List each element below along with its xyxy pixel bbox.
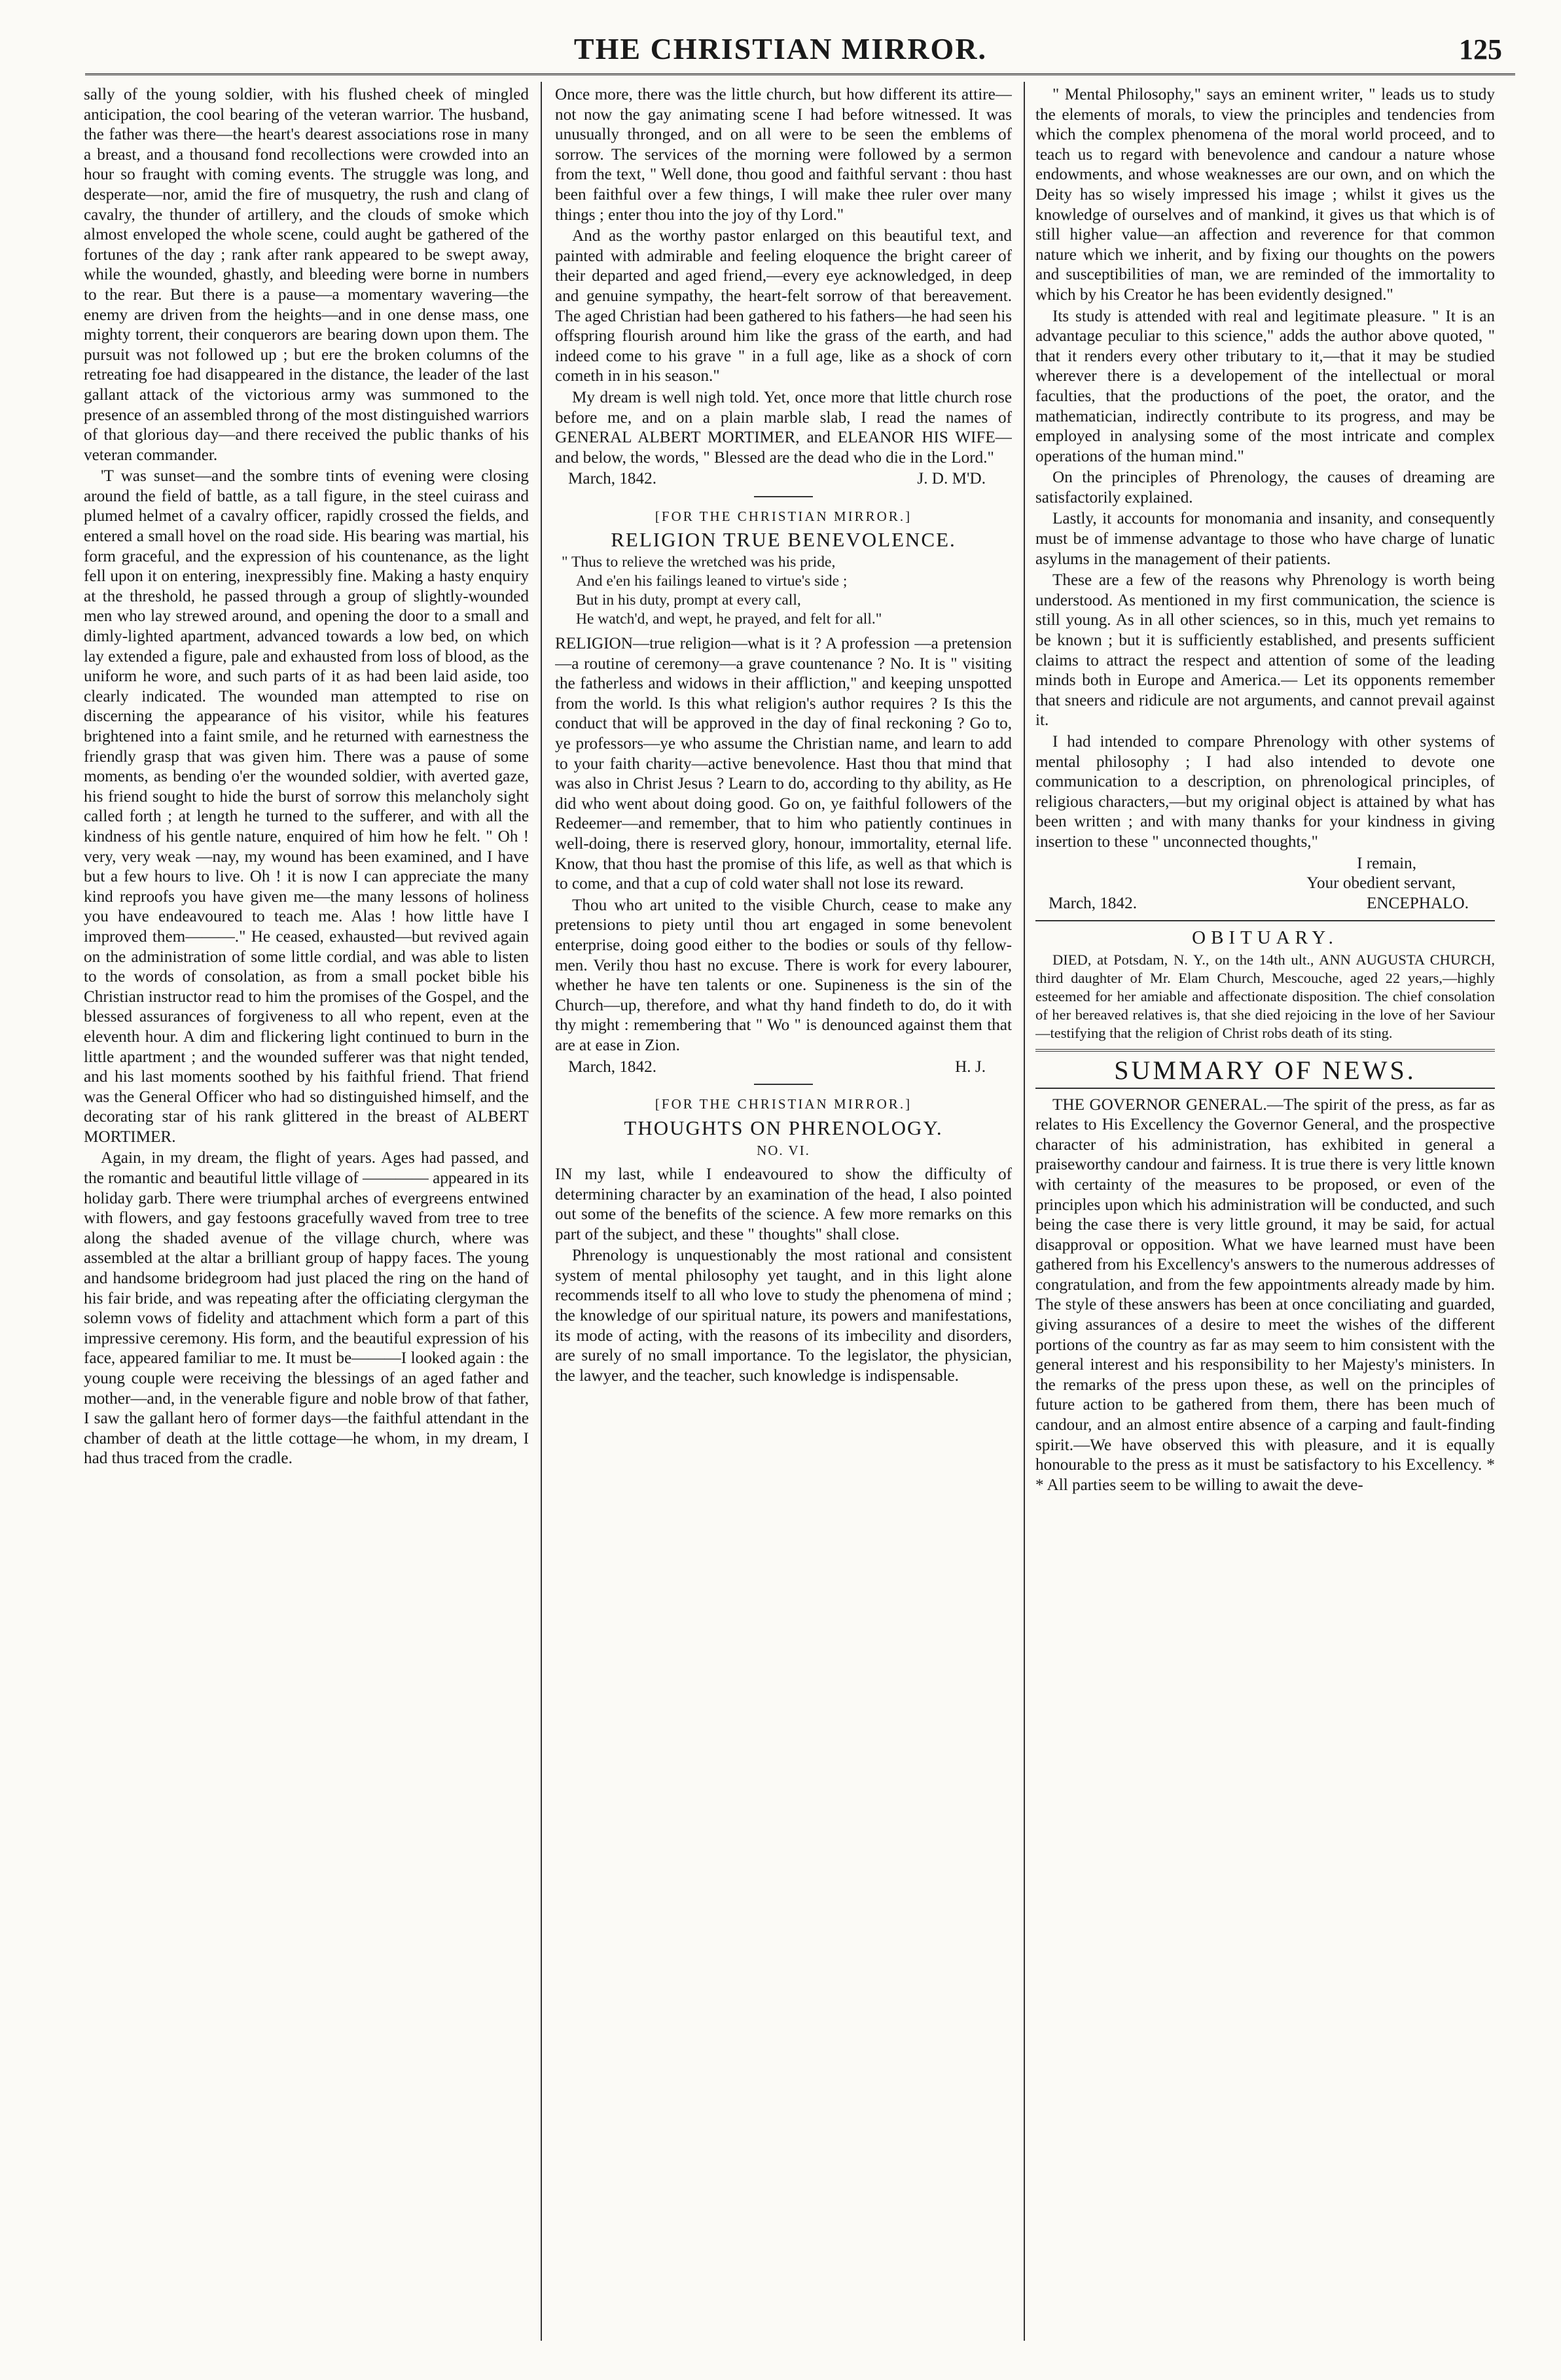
- obituary-text: DIED, at Potsdam, N. Y., on the 14th ult., ANN AUGUSTA CHURCH, third daughter of Mr. Elam Church, Mescouche, aged 22 years,—highly esteemed for her amiable and affectionate disposition. The chief consolation of her bereaved relatives is, that she died rejoicing in the love of her Saviour—testifying that the religion of Christ robs death of its sting.: [1035, 951, 1495, 1041]
- signature-name: ENCEPHALO.: [1366, 894, 1469, 912]
- story-paragraph: sally of the young soldier, with his flushed cheek of mingled anticipation, the cool bearing of the veteran warrior. The husband, the father was there—the heart's dearest associations rose in many a breast, and a thousand fond recollections were crowded into an hour so fraught with coming events. The struggle was long, and desperate—nor, amid the fire of musquetry, the rush and clang of cavalry, the thunder of artillery, and the clouds of smoke which almost enveloped the whole scene, could aught be gathered of the fortunes of the day ; rank after rank appeared to be swept away, while the wounded, ghastly, and bleeding were borne in numbers to the rear. But there is a pause—a momentary wavering—the enemy are driven from the heights—and in one dense mass, one mighty torrent, their conquerors are bearing down upon them. The pursuit was not followed up ; but ere the broken columns of the retreating foe had disappeared in the distance, the leader of the last gallant attack of the victorious army was summoned to the presence of an assembled throng of the most distinguished warriors of that glorious day—and there received the public thanks of his veteran commander.: [84, 86, 529, 464]
- closing-line: Your obedient servant,: [1306, 874, 1456, 893]
- obituary-title: OBITUARY.: [1192, 927, 1338, 949]
- article-paragraph: Lastly, it accounts for monomania and insanity, and consequently must be of immense advantage to those who have charge of lunatic asylums in the management of their patients.: [1035, 510, 1495, 568]
- signature-name: J. D. M'D.: [917, 470, 986, 488]
- article-paragraph: These are a few of the reasons why Phrenology is worth being understood. As mentioned in my first communication, the science is still young. As in all other sciences, so in this, much yet remains to be known ; but it is sufficiently established, and presents sufficient claims to attract the respect and attention of some of the leading minds both in Europe and America.— Let its opponents remember that sneers and ridicule are not arguments, and cannot prevail against it.: [1035, 571, 1495, 730]
- signature-name: H. J.: [955, 1057, 986, 1076]
- section-rule: [1035, 1088, 1495, 1089]
- for-label: [FOR THE CHRISTIAN MIRROR.]: [655, 1096, 912, 1112]
- article-paragraph: Thou who art united to the visible Church, cease to make any pretensions to piety until thou art engaged in some benevolent enterprise, doing good either to the bodies or souls of thy fellow-men. Verily thou hast no excuse. There is work for every labourer, whether he have ten talents or one. Supineness is the sin of the Church—up, therefore, and what thy hand findeth to do, do it with thy might : remembering that " Wo " is denounced against them that are at ease in Zion.: [555, 896, 1012, 1054]
- article-paragraph: RELIGION—true religion—what is it ? A profession —a pretension—a routine of ceremony—a grave countenance ? No. It is " visiting the fatherless and widows in their affliction," and keeping unspotted from the world. Is this what religion's author requires ? Is this the conduct that will be approved in the day of final reckoning ? Go to, ye professors—ye who assume the Christian name, and learn to add to your faith charity—active benevolence. Hast thou that mind that was also in Christ Jesus ? Learn to do, according to thy ability, as He did who went about doing good. Go on, ye faithful followers of the Redeemer—and remember, that to him who patiently continues in well-doing, there is reserved glory, honour, immortality, eternal life. Know, that thou hast the promise of this life, as well as that which is to come, and that a cup of cold water shall not lose its reward.: [555, 635, 1012, 893]
- running-head: [0, 26, 1561, 72]
- story-paragraph: Again, in my dream, the flight of years. Ages had passed, and the romantic and beautiful little village of ———— appeared in its holiday garb. There were triumphal arches of evergreens entwined with flowers, and gay festoons gracefully waved from tree to tree along the shaded avenue of the village church, where was assembled at the altar a brilliant group of happy faces. The young and handsome bridegroom had just placed the ring on the hand of his fair bride, and was repeating after the officiating clergyman the solemn vows of fidelity and attachment which form a part of this impressive ceremony. His form, and the beautiful expression of his face, appeared familiar to me. It must be———I looked again : the young couple were receiving the blessings of an aged father and mother—and, in the venerable figure and noble brow of that father, I saw the gallant hero of former days—the faithful attendant in the chamber of death at the little cottage—he whom, in my dream, I had thus traced from the cradle.: [84, 1149, 529, 1468]
- summary-text: THE GOVERNOR GENERAL.—The spirit of the press, as far as relates to His Excellency the Governor General, and the prospective character of his administration, has exhibited in general a praiseworthy candour and fairness. It is true there is very little known with certainty of the measures to be proposed, or even of the principles upon which his administration will be conducted, and such being the case there is very little ground, it may be said, for actual disapproval or opposition. What we have learned must have been gathered from his Excellency's answers to the numerous addresses of congratulation, and from the few appointments already made by him. The style of these answers has been at once conciliating and guarded, giving assurances of a desire to meet the wishes of the different portions of the country as far as may seem to him consistent with the general interest and his responsibility to her Majesty's ministers. In the remarks of the press upon these, as well on the principles of future action to be gathered from them, there has been much of candour, and an almost entire absence of a carping and fault-finding spirit.—We have observed this with pleasure, and it is equally honourable to the press as it must be satisfactory to his Excellency. * * All parties seem to be willing to await the deve-: [1035, 1095, 1495, 1494]
- section-rule: [1035, 1049, 1495, 1054]
- poem-line: He watch'd, and wept, he prayed, and felt for all.": [576, 611, 882, 628]
- article-number: NO. VI.: [757, 1143, 810, 1159]
- publication-title: THE CHRISTIAN MIRROR.: [573, 32, 988, 65]
- column-1: [84, 85, 529, 2341]
- signature-line: [555, 1057, 1012, 1078]
- poem-line: And e'en his failings leaned to virtue's side ;: [576, 573, 848, 590]
- for-label: [FOR THE CHRISTIAN MIRROR.]: [655, 508, 912, 524]
- section-rule: [754, 1084, 813, 1085]
- column-3: [1035, 85, 1495, 2341]
- signature-date: March, 1842.: [568, 470, 657, 488]
- article-title: RELIGION TRUE BENEVOLENCE.: [611, 528, 956, 552]
- column-2: [555, 85, 1012, 2341]
- article-paragraph: Its study is attended with real and legitimate pleasure. " It is an advantage peculiar to this science," adds the author above quoted, " that it renders every other tributary to it,—that it may be studied wherever there is a developement of the intellectual or moral faculties, that the productions of the poet, the orator, and the mathematician, indirectly contribute to its progress, and may be employed in analysing some of the most intricate and complex operations of the human mind.": [1035, 307, 1495, 465]
- story-paragraph: And as the worthy pastor enlarged on this beautiful text, and painted with admirable and feeling eloquence the bright career of their departed and aged friend,—every eye acknowledged, in deep and genuine sympathy, the heart-felt sorrow of that bereavement. The aged Christian had been gathered to his fathers—he had seen his offspring flourish around him like the grass of the earth, and had indeed come to his grave " in a full age, like as a shock of corn cometh in in his season.": [555, 227, 1012, 385]
- section-rule: [754, 496, 813, 497]
- header-rule: [85, 73, 1515, 79]
- page-number: 125: [1459, 33, 1502, 65]
- poem-line: But in his duty, prompt at every call,: [576, 592, 801, 609]
- summary-title: SUMMARY OF NEWS.: [1114, 1055, 1416, 1085]
- epigraph-poem: [562, 553, 1012, 629]
- column-divider: [1024, 82, 1025, 2341]
- story-paragraph: My dream is well nigh told. Yet, once more that little church rose before me, and on a plain marble slab, I read the names of GENERAL ALBERT MORTIMER, and ELEANOR HIS WIFE—and below, the words, " Blessed are the dead who die in the Lord.": [555, 388, 1012, 467]
- signature-line: [555, 469, 1012, 489]
- column-divider: [541, 82, 542, 2341]
- signature-date: March, 1842.: [568, 1057, 657, 1076]
- section-rule: [1035, 920, 1495, 921]
- poem-line: " Thus to relieve the wretched was his pride,: [562, 554, 836, 571]
- story-paragraph: Once more, there was the little church, but how different its attire—not now the gay animating scene I had before witnessed. It was unusually thronged, and on all were to be seen the emblems of sorrow. The services of the morning were followed by a sermon from the text, " Well done, thou good and faithful servant : thou hast been faithful over a few things, I will make thee ruler over many things ; enter thou into the joy of thy Lord.": [555, 86, 1012, 224]
- story-paragraph: 'T was sunset—and the sombre tints of evening were closing around the field of battle, as a tall figure, in the steel cuirass and plumed helmet of a cavalry officer, rapidly crossed the fields, and entered a small hovel on the road side. His bearing was martial, his form graceful, and the expression of his countenance, as the light fell upon it on entering, inexpressibly fine. Making a hasty enquiry at the threshold, he passed through a group of slightly-wounded men who lay strewed around, and opening the door to a small and dimly-lighted apartment, advanced towards a low bed, on which lay extended a figure, pale and exhausted from loss of blood, as the uniform he wore, and such parts of it as had been laid aside, too clearly indicated. The wounded man attempted to rise on discerning the appearance of his visitor, while his features brightened into a faint smile, and he returned with earnestness the friendly grasp that was given him. There was a pause of some moments, as bending o'er the wounded soldier, with averted gaze, his friend sought to hide the burst of sorrow this melancholy sight called forth ; at length he turned to the sufferer, and with all the kindness of his gentle nature, enquired of him how he felt. " Oh ! very, very weak —nay, my wound has been examined, and I have but a few hours to live. Oh ! it is now I can appreciate the many kind reproofs you have given me—the many lessons of holiness you have endeavoured to teach me. Alas ! how little have I improved them———." He ceased, exhausted—but revived again on the administration of some little cordial, and was able to listen to the words of consolation, as from a small pocket bible his Christian instructor read to him the promises of the Gospel, and the blessed assurances of forgiveness to all who repent, even at the eleventh hour. A dim and flickering light continued to burn in the little apartment ; and the wounded sufferer was that night tended, and his last moments soothed by his faithful friend. That friend was the General Officer who had so distinguished himself, and the decorating star of his rank glittered in the breast of ALBERT MORTIMER.: [84, 467, 529, 1146]
- article-paragraph: Phrenology is unquestionably the most rational and consistent system of mental philosophy yet taught, and in this light alone recommends itself to all who love to study the phenomena of mind ; the knowledge of our spiritual nature, its powers and manifestations, its mode of acting, with the reasons of its imbecility and disorders, are surely of no small importance. To the legislator, the physician, the lawyer, and the teacher, such knowledge is indispensable.: [555, 1247, 1012, 1385]
- article-paragraph: IN my last, while I endeavoured to show the difficulty of determining character by an examination of the head, I also pointed out some of the benefits of the science. A few more remarks on this part of the subject, and these " thoughts" shall close.: [555, 1165, 1012, 1243]
- article-paragraph: I had intended to compare Phrenology with other systems of mental philosophy ; I had also intended to devote one communication to a description, on phrenological principles, of religious characters,—but my original object is attained by what has been written ; and with many thanks for your kindness in giving insertion to these " unconnected thoughts,": [1035, 733, 1495, 851]
- signature-line: [1035, 894, 1495, 914]
- article-title: THOUGHTS ON PHRENOLOGY.: [624, 1116, 943, 1139]
- signature-date: March, 1842.: [1049, 894, 1138, 912]
- article-paragraph: " Mental Philosophy," says an eminent writer, " leads us to study the elements of morals, to view the principles and tendencies from which the complex phenomena of the moral world proceed, and to teach us to regard with benevolence and candour a nature whose endowments, and whose weaknesses are our own, and on which the Deity has so wisely impressed his image ; whilst it gives us the knowledge of ourselves and of mankind, it gives us that which is of still higher value—an affection and reverence for that common nature which we inherit, and by fixing our thoughts on the powers and susceptibilities of man, we are reminded of the immortality to which by his Creator he has been evidently designed.": [1035, 86, 1495, 304]
- closing-line: I remain,: [1357, 854, 1416, 872]
- article-paragraph: On the principles of Phrenology, the causes of dreaming are satisfactorily explained.: [1035, 469, 1495, 506]
